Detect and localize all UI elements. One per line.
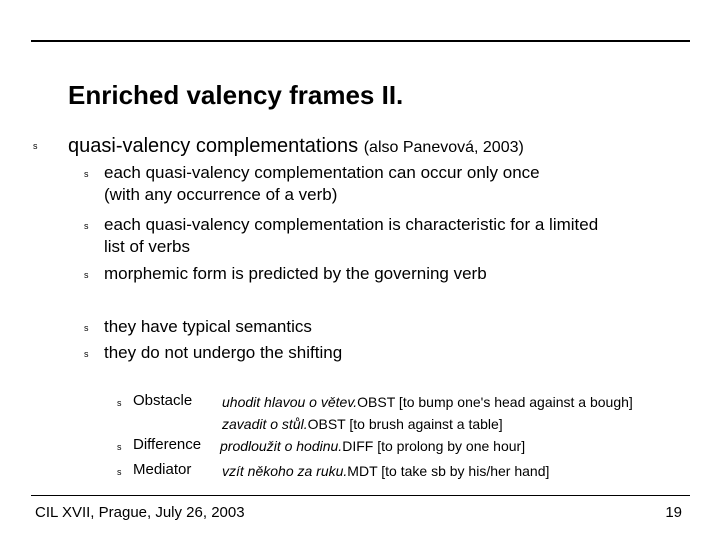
example-gloss: [to bump one's head against a bough] xyxy=(395,394,633,410)
sub-point: each quasi-valency complementation can occur only once xyxy=(104,163,540,182)
bullet-icon: s xyxy=(117,398,122,408)
sub-point: they have typical semantics xyxy=(104,317,312,336)
example-gloss: [to prolong by one hour] xyxy=(373,438,526,454)
bullet-icon: s xyxy=(84,169,89,179)
bullet-icon: s xyxy=(117,467,122,477)
footer-rule xyxy=(31,495,690,496)
example-label-mediator: Mediator xyxy=(133,461,192,478)
example-czech: prodloužit o hodinu. xyxy=(220,438,343,454)
sub-point: each quasi-valency complementation is characteristic for a limited xyxy=(104,215,599,234)
footer-conference: CIL XVII, Prague, July 26, 2003 xyxy=(35,504,245,521)
example-gloss: [to take sb by his/her hand] xyxy=(377,463,550,479)
main-point-note: (also Panevová, 2003) xyxy=(363,139,524,156)
example-label-obstacle: Obstacle xyxy=(133,392,193,409)
slide-title: Enriched valency frames II. xyxy=(68,80,404,110)
bullet-icon: s xyxy=(117,442,122,452)
bullet-icon: s xyxy=(84,221,89,231)
main-point xyxy=(68,135,524,158)
example-gloss: [to brush against a table] xyxy=(345,416,503,432)
example-czech: vzít někoho za ruku. xyxy=(222,463,348,479)
example-tag: DIFF xyxy=(342,438,374,454)
example-tag: MDT xyxy=(347,463,378,479)
example-line xyxy=(220,438,525,454)
example-czech: uhodit hlavou o větev. xyxy=(222,394,358,410)
bullet-icon: s xyxy=(33,141,38,151)
page-number: 19 xyxy=(665,504,682,521)
main-point-text: quasi-valency complementations xyxy=(68,135,359,157)
bullet-icon: s xyxy=(84,349,89,359)
sub-point: they do not undergo the shifting xyxy=(104,343,343,362)
example-tag: OBST xyxy=(307,416,346,432)
example-line xyxy=(222,463,549,479)
sub-point: morphemic form is predicted by the governing verb xyxy=(104,264,487,283)
bullet-icon: s xyxy=(84,323,89,333)
example-line xyxy=(222,394,633,410)
example-label-difference: Difference xyxy=(133,436,202,453)
sub-point-cont: list of verbs xyxy=(104,237,190,256)
example-line xyxy=(222,416,503,432)
sub-point-cont: (with any occurrence of a verb) xyxy=(104,185,338,204)
bullet-icon: s xyxy=(84,270,89,280)
example-tag: OBST xyxy=(357,394,396,410)
top-rule xyxy=(31,40,690,42)
example-czech: zavadit o stůl. xyxy=(222,416,308,432)
